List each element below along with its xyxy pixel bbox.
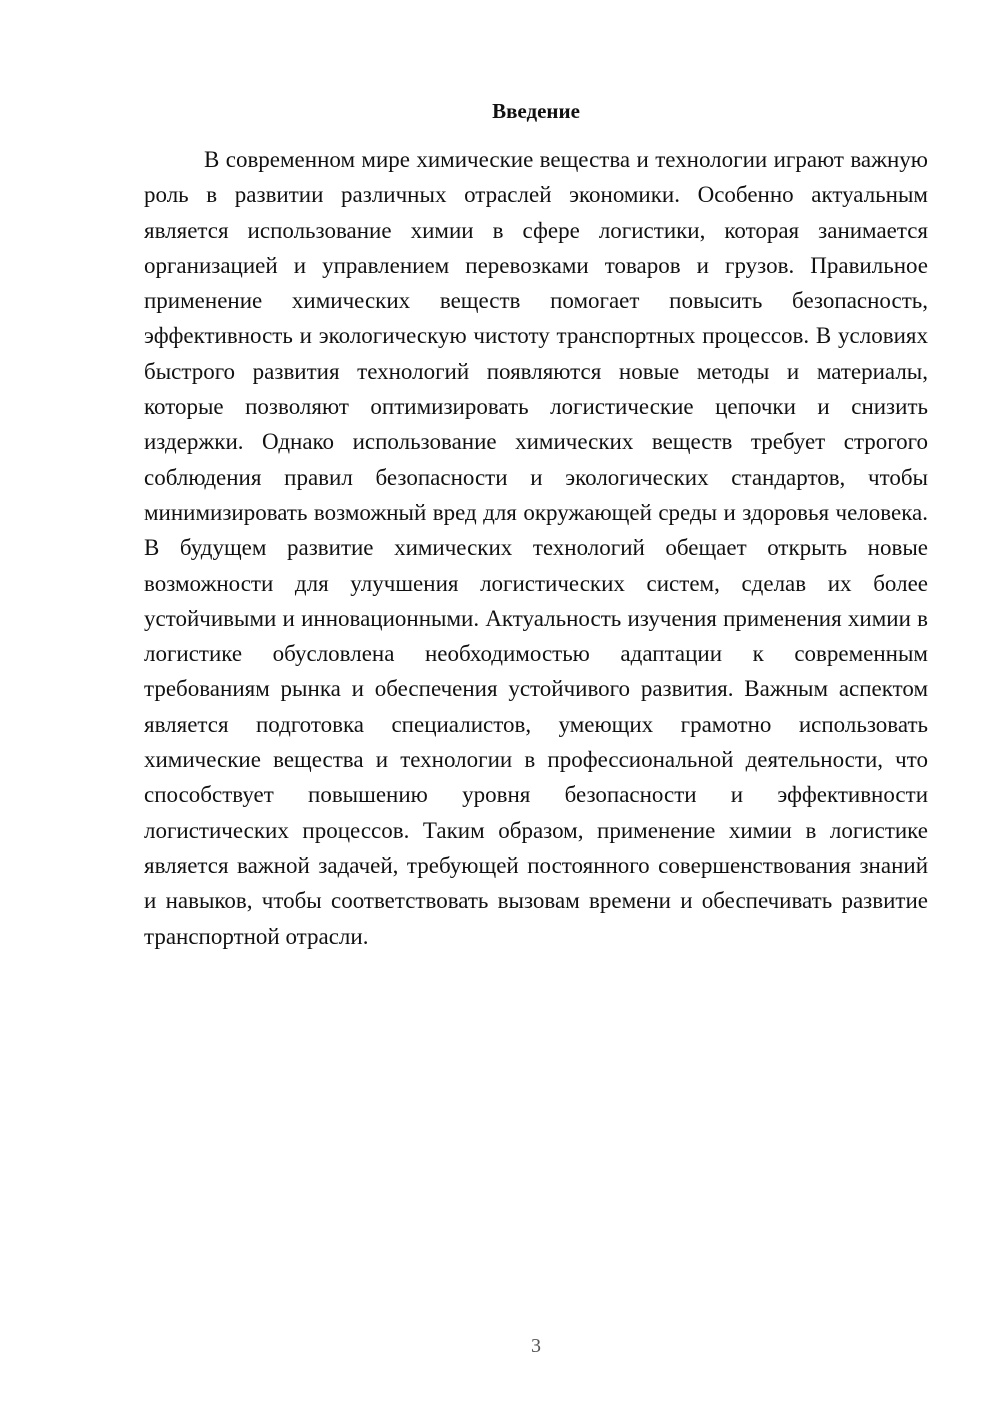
section-heading: Введение [492,99,580,123]
body-paragraph: В современном мире химические вещества и технологии играют важную роль в развитии различных отраслей экономики. Особенно актуальным является использование химии в сфере логистики, которая занимается организацией и управлением перевозками товаров и грузов. Правильное применение химических веществ помогает повысить безопасность, эффективность и экологическую чистоту транспортных процессов. В условиях быстрого развития технологий появляются новые методы и материалы, которые позволяют оптимизировать логистические цепочки и снизить издержки. Однако использование химических веществ требует строгого соблюдения правил безопасности и экологических стандартов, чтобы минимизировать возможный вред для окружающей среды и здоровья человека. В будущем развитие химических технологий обещает открыть новые возможности для улучшения логистических систем, сделав их более устойчивыми и инновационными. Актуальность изучения применения химии в логистике обусловлена необходимостью адаптации к современным требованиям рынка и обеспечения устойчивого развития. Важным аспектом является подготовка специалистов, умеющих грамотно использовать химические вещества и технологии в профессиональной деятельности, что способствует повышению уровня безопасности и эффективности логистических процессов. Таким образом, применение химии в логистике является важной задачей, требующей постоянного совершенствования знаний и навыков, чтобы соответствовать вызовам времени и обеспечивать развитие транспортной отрасли. [144,147,928,949]
page-number: 3 [531,1335,541,1357]
